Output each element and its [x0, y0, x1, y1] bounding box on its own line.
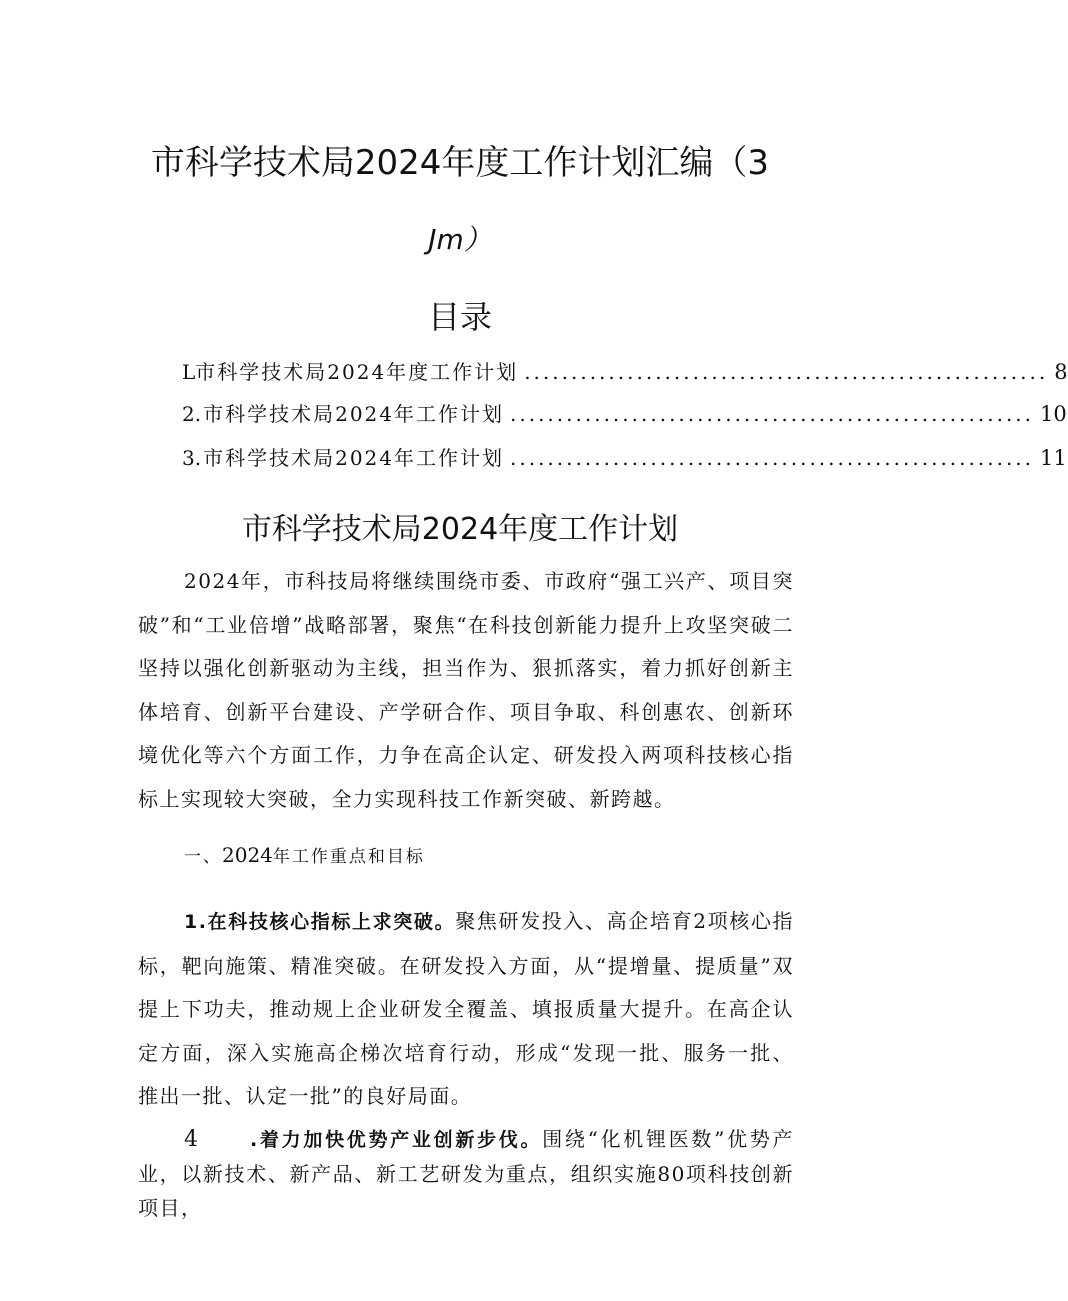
item-4-body: 围绕“化机锂医数”优势产业，以新技术、新产品、新工艺研发为重点，组织实施80项科技创新项目，: [138, 1127, 794, 1220]
item-1-paragraph: [138, 900, 794, 1119]
toc-leader-dots: ........................................................: [510, 446, 1035, 470]
toc-entry-number: L: [182, 360, 196, 384]
toc-leader-dots: ........................................................: [524, 360, 1049, 384]
toc-entry-text: .市科学技术局2024年工作计划: [194, 402, 504, 426]
intro-text: 2024年，市科技局将继续围绕市委、市政府“强工兴产、项目突破”和“工业倍增”战略部署，聚焦“在科技创新能力提升上攻坚突破二坚持以强化创新驱动为主线，担当作为、狠抓落实，着力抓好创新主体培育、创新平台建设、产学研合作、项目争取、科创惠农、创新环境优化等六个方面工作，力争在高企认定、研发投入两项科技核心指标上实现较大突破，全力实现科技工作新突破、新跨越。: [138, 569, 794, 811]
toc-leader-dots: ........................................................: [510, 402, 1035, 426]
toc-heading: 目录: [427, 298, 492, 336]
subheading-suffix: 年工作重点和目标: [272, 847, 425, 867]
toc-entry-page: 11: [1040, 446, 1067, 470]
item-4-number: 4: [184, 1127, 200, 1152]
toc-entry-text: .市科学技术局2024年工作计划: [194, 446, 504, 470]
toc-entry-3[interactable]: [182, 442, 1067, 476]
subheading-year: 2024: [222, 843, 273, 867]
document-title-continuation: Jm）: [428, 223, 492, 256]
toc-entry-1[interactable]: [182, 356, 1068, 390]
item-4-lead: .着力加快优势产业创新步伐。: [250, 1129, 543, 1151]
section-title: 市科学技术局2024年度工作计划: [241, 512, 679, 547]
subheading-priorities: [184, 842, 425, 867]
intro-paragraph: [138, 560, 794, 821]
item-1-lead: 1.在科技核心指标上求突破。: [184, 911, 456, 933]
item-4-paragraph: [138, 1122, 794, 1225]
toc-entry-page: 10: [1040, 402, 1067, 426]
toc-entry-text: 市科学技术局2024年度工作计划: [195, 360, 519, 384]
subheading-prefix: 一、: [184, 847, 222, 867]
toc-entry-number: 2: [182, 402, 195, 426]
document-title: 市科学技术局2024年度工作计划汇编（3: [150, 143, 770, 183]
toc-entry-number: 3: [182, 446, 195, 470]
item-1-body: 聚焦研发投入、高企培育2项核心指标，靶向施策、精准突破。在研发投入方面，从“提增量、提质量”双提上下功夫，推动规上企业研发全覆盖、填报质量大提升。在高企认定方面，深入实施高企梯次培育行动，形成“发现一批、服务一批、推出一批、认定一批”的良好局面。: [138, 909, 794, 1108]
toc-entry-page: 8: [1054, 360, 1068, 384]
toc-entry-2[interactable]: [182, 398, 1067, 432]
